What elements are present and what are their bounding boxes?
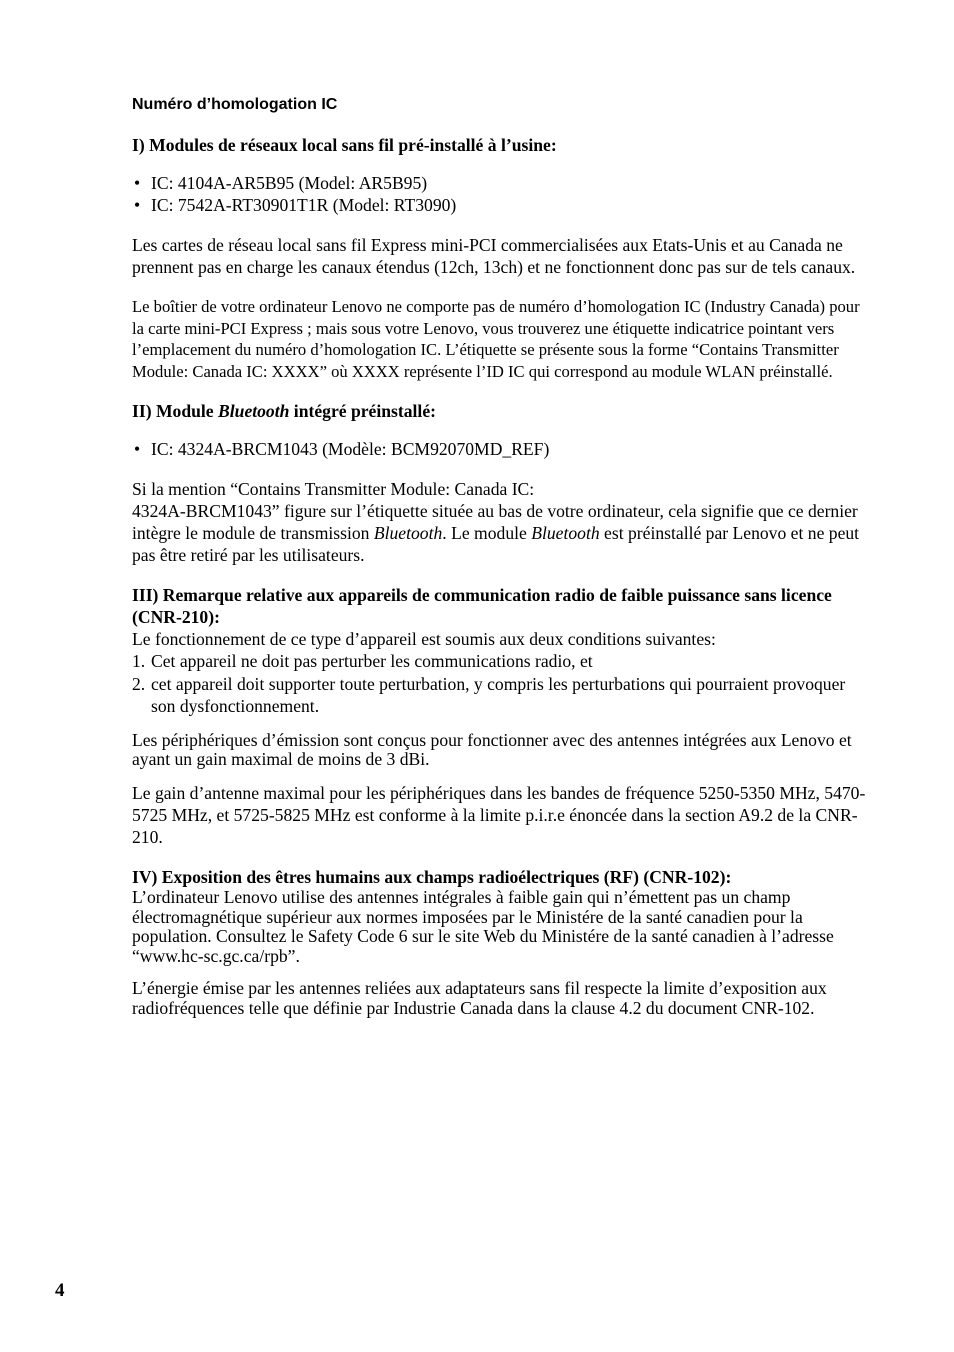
section2-em-2: Bluetooth <box>531 523 600 543</box>
numbered-item <box>132 650 867 672</box>
section2-text-d: est préinstallé par Lenovo et ne peut pas être retiré par les utilisateurs. <box>132 523 860 565</box>
list-item: • IC: 4324A-BRCM1043 (Modèle: BCM92070MD_REF) <box>132 438 867 460</box>
section3-heading: III) Remarque relative aux appareils de communication radio de faible puissance sans licence (CNR-210): <box>132 585 832 627</box>
section2-text-a: Si la mention “Contains Transmitter Module: Canada IC: <box>132 479 535 499</box>
item-text: cet appareil doit supporter toute perturbation, y compris les perturbations qui pourraient provoquer son dysfonctionnement. <box>151 674 846 716</box>
section4-paragraph-2: L’énergie émise par les antennes reliées aux adaptateurs sans fil respecte la limite d’exposition aux radiofréquences telle que définie par Industrie Canada dans la clause 4.2 du document CNR-102. <box>132 978 827 1018</box>
section2-list <box>132 438 867 460</box>
section2-heading-em: Bluetooth <box>218 401 290 421</box>
section2-heading <box>132 400 867 422</box>
item-number: 2. <box>132 674 146 694</box>
page-title: Numéro d’homologation IC <box>132 96 338 113</box>
section3-intro: Le fonctionnement de ce type d’appareil est soumis aux deux conditions suivantes: <box>132 629 716 649</box>
list-item: • IC: 7542A-RT30901T1R (Model: RT3090) <box>132 194 867 216</box>
numbered-item <box>132 673 867 717</box>
section2-em-1: Bluetooth <box>373 523 443 543</box>
section1-paragraph-1: Les cartes de réseau local sans fil Express mini-PCI commercialisées aux Etats-Unis et au Canada ne prennent pas en charge les canaux étendus (12ch, 13ch) et ne fonctionnent donc pas sur de tels canaux. <box>132 235 856 277</box>
section4-heading: IV) Exposition des êtres humains aux champs radioélectriques (RF) (CNR-102): <box>132 867 732 887</box>
list-item: • IC: 4104A-AR5B95 (Model: AR5B95) <box>132 172 867 194</box>
item-number: 1. <box>132 651 146 671</box>
section1-list <box>132 172 867 216</box>
item-text: Cet appareil ne doit pas perturber les communications radio, et <box>151 651 593 671</box>
page-number: 4 <box>55 1280 65 1301</box>
section2-text-c: . Le module <box>442 523 532 543</box>
section2-heading-post: intégré préinstallé: <box>289 401 436 421</box>
section3-paragraph-2: Le gain d’antenne maximal pour les périphériques dans les bandes de fréquence 5250-5350 MHz, 5470-5725 MHz, et 5725-5825 MHz est conforme à la limite p.i.r.e énoncée dans la section A9.2 de la CNR-210. <box>132 783 866 847</box>
document-page <box>132 94 867 1036</box>
section3-list <box>132 650 867 717</box>
section1-paragraph-2: Le boîtier de votre ordinateur Lenovo ne comporte pas de numéro d’homologation IC (Industry Canada) pour la carte mini-PCI Express ; mais sous votre Lenovo, vous trouverez une étiquette indicatrice pointant vers l’emplacement du numéro d’homologation IC. L’étiquette se présente sous la forme “Contains Transmitter Module: Canada IC: XXXX” où XXXX représente l’ID IC qui correspond au module WLAN préinstallé. <box>132 297 860 381</box>
section1-heading: I) Modules de réseaux local sans fil pré-installé à l’usine: <box>132 135 557 155</box>
section3-paragraph-1: Les périphériques d’émission sont conçus pour fonctionner avec des antennes intégrées aux Lenovo et ayant un gain maximal de moins de 3 dBi. <box>132 730 852 769</box>
section2-paragraph <box>132 478 867 566</box>
section2-text-b: 4324A-BRCM1043” figure sur l’étiquette située au bas de votre ordinateur, cela signifie que ce dernier intègre le module de transmission <box>132 501 858 543</box>
section2-heading-pre: II) Module <box>132 401 219 421</box>
section4-paragraph-1: L’ordinateur Lenovo utilise des antennes intégrales à faible gain qui n’émettent pas un champ électromagnétique supérieur aux normes imposées par le Ministére de la santé canadien pour la population. Consultez le Safety Code 6 sur le site Web du Ministére de la santé canadien à l’adresse “www.hc-sc.gc.ca/rpb”. <box>132 887 834 966</box>
